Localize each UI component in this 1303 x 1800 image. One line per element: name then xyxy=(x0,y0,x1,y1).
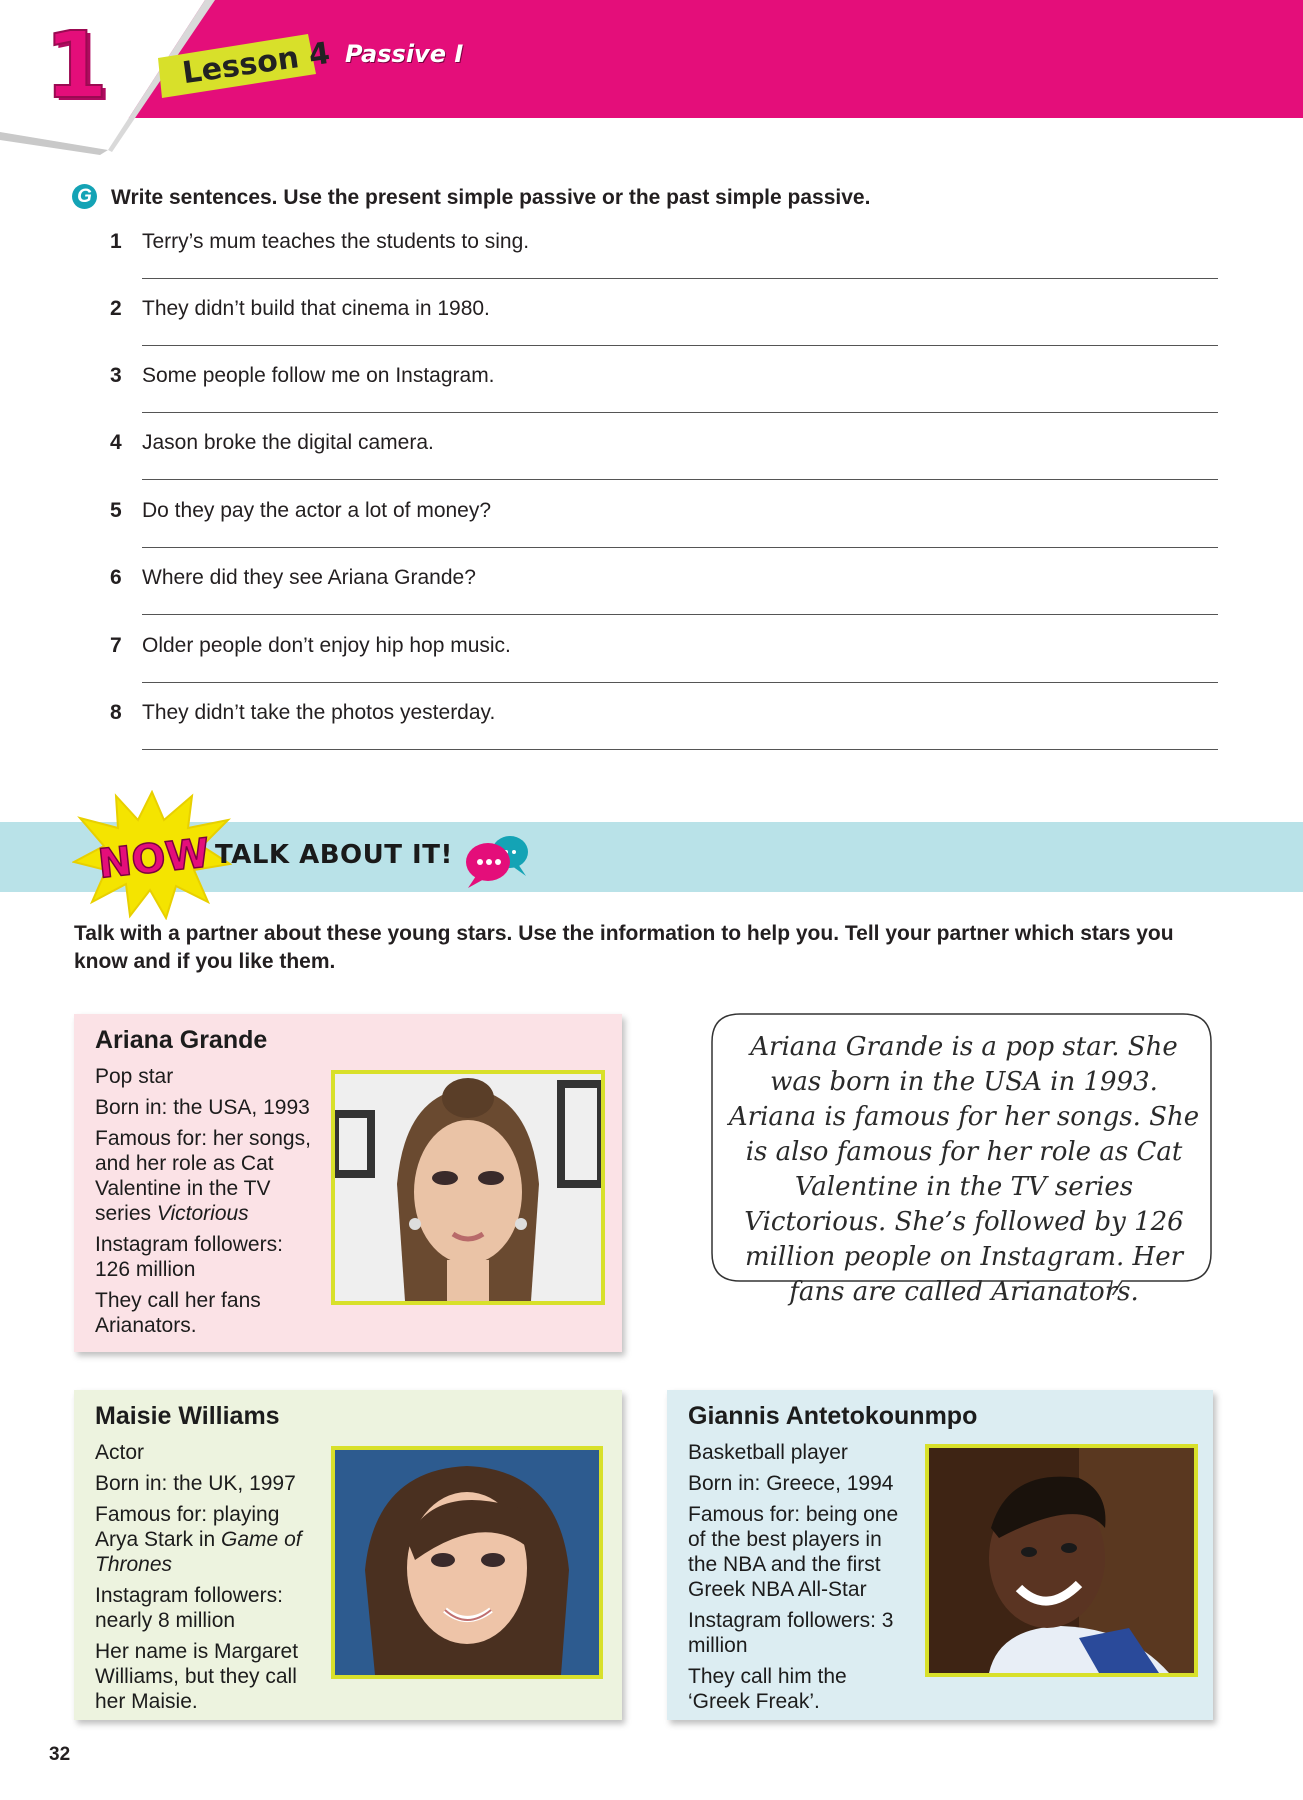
item-prompt: Terry’s mum teaches the students to sing. xyxy=(142,230,530,253)
item-number: 3 xyxy=(110,364,122,387)
star-famous: Famous for: her songs, and her role as Cat Valentine in the TV series Victorious xyxy=(95,1127,311,1225)
lesson-title: Passive I xyxy=(345,40,464,68)
star-extra: They call him the ‘Greek Freak’. xyxy=(688,1665,847,1713)
star-famous: Famous for: playing Arya Stark in Game of Thrones xyxy=(95,1503,302,1576)
answer-line[interactable] xyxy=(142,547,1218,548)
star-role: Pop star xyxy=(95,1065,174,1088)
now-starburst xyxy=(72,790,232,920)
item-number: 8 xyxy=(110,701,122,724)
star-followers: Instagram followers: nearly 8 million xyxy=(95,1584,283,1632)
star-born: Born in: the UK, 1997 xyxy=(95,1472,296,1495)
talk-heading: TALK ABOUT IT! xyxy=(215,840,453,870)
now-label: NOW xyxy=(95,830,212,888)
item-prompt: Do they pay the actor a lot of money? xyxy=(142,499,492,522)
star-name: Maisie Williams xyxy=(95,1402,280,1430)
giannis-photo xyxy=(925,1444,1198,1677)
answer-line[interactable] xyxy=(142,278,1218,279)
answer-line[interactable] xyxy=(142,412,1218,413)
star-followers: Instagram followers: 126 million xyxy=(95,1233,283,1281)
maisie-portrait-illustration xyxy=(335,1450,599,1675)
item-number: 1 xyxy=(110,230,122,253)
answer-line[interactable] xyxy=(142,479,1218,480)
star-info xyxy=(688,1440,903,1720)
item-prompt: Some people follow me on Instagram. xyxy=(142,364,495,387)
item-number: 2 xyxy=(110,297,122,320)
star-extra: They call her fans Arianators. xyxy=(95,1289,261,1337)
star-card-giannis xyxy=(667,1390,1213,1720)
unit-number: 1 xyxy=(44,12,109,119)
star-born: Born in: Greece, 1994 xyxy=(688,1472,894,1495)
item-number: 5 xyxy=(110,499,122,522)
example-text: Ariana Grande is a pop star. She was born in the USA in 1993. Ariana is famous for her songs. She is also famous for her role as Cat Valentine in the TV series Victorious. She’s followed by 126 million people on Instagram. Her fans are called Arianators. xyxy=(728,1032,1200,1307)
exercise-instruction: Write sentences. Use the present simple passive or the past simple passive. xyxy=(111,186,871,209)
maisie-photo xyxy=(331,1446,603,1679)
ariana-portrait-illustration xyxy=(335,1074,601,1301)
star-role: Actor xyxy=(95,1441,145,1464)
star-info xyxy=(95,1064,315,1344)
item-prompt: Older people don’t enjoy hip hop music. xyxy=(142,634,511,657)
lesson-label: Lesson 4 xyxy=(180,35,333,92)
grammar-icon: G xyxy=(72,184,97,209)
star-followers: Instagram followers: 3 million xyxy=(688,1609,894,1657)
talk-instruction: Talk with a partner about these young stars. Use the information to help you. Tell your partner which stars you know and if you like them. xyxy=(74,922,1174,973)
item-number: 4 xyxy=(110,431,122,454)
star-info xyxy=(95,1440,310,1720)
answer-line[interactable] xyxy=(142,682,1218,683)
star-extra: Her name is Margaret Williams, but they call her Maisie. xyxy=(95,1640,299,1713)
answer-line[interactable] xyxy=(142,614,1218,615)
star-name: Ariana Grande xyxy=(95,1026,268,1054)
star-name: Giannis Antetokounmpo xyxy=(688,1402,978,1430)
page-number: 32 xyxy=(49,1744,71,1765)
giannis-portrait-illustration xyxy=(929,1448,1194,1673)
star-card-maisie xyxy=(74,1390,622,1720)
item-number: 7 xyxy=(110,634,122,657)
star-born: Born in: the USA, 1993 xyxy=(95,1096,310,1119)
item-number: 6 xyxy=(110,566,122,589)
star-role: Basketball player xyxy=(688,1441,848,1464)
item-prompt: Where did they see Ariana Grande? xyxy=(142,566,476,589)
answer-line[interactable] xyxy=(142,345,1218,346)
item-prompt: They didn’t take the photos yesterday. xyxy=(142,701,496,724)
star-card-ariana xyxy=(74,1014,622,1352)
ariana-photo xyxy=(331,1070,605,1305)
item-prompt: They didn’t build that cinema in 1980. xyxy=(142,297,490,320)
chat-bubbles-icon xyxy=(462,830,532,888)
answer-line[interactable] xyxy=(142,749,1218,750)
star-famous: Famous for: being one of the best players in the NBA and the first Greek NBA All-Star xyxy=(688,1503,899,1601)
item-prompt: Jason broke the digital camera. xyxy=(142,431,434,454)
